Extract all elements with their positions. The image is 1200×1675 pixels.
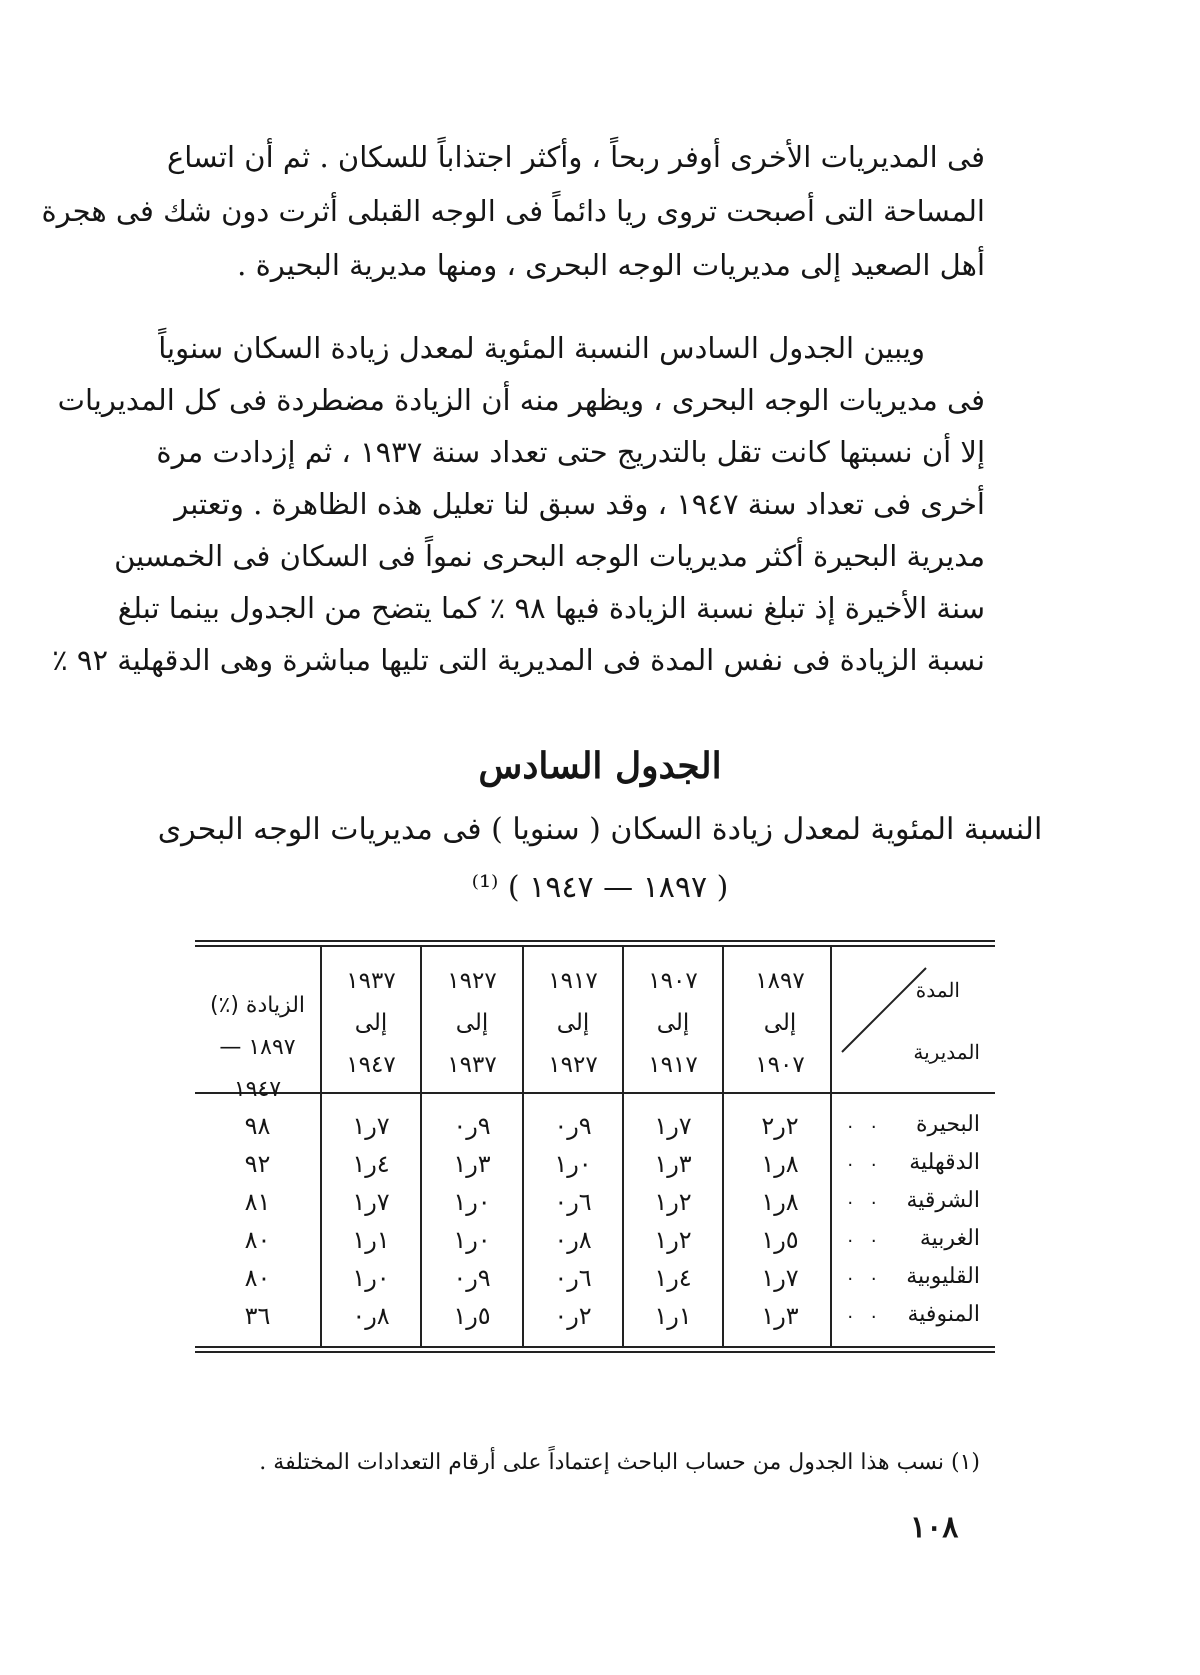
table-cell: ٩ر٠ [453,1112,491,1140]
district-name: الشرقية [906,1188,980,1213]
district-name: القليوبية [906,1264,980,1289]
table-bottom-rule [195,1351,995,1353]
table-cell-total: ٩٨ [244,1112,271,1140]
table-cell: ٥ر١ [453,1302,491,1330]
table-cell: ٤ر١ [352,1150,390,1178]
period-header-1: ١٨٩٧ إلى ١٩٠٧ [755,968,805,1078]
increase-header: الزيادة (٪) ١٨٩٧ — ١٩٤٧ [209,993,306,1102]
district-name: الغربية [919,1226,980,1251]
table-cell: ٧ر١ [654,1112,692,1140]
leader-dots: . . [847,1112,883,1133]
table-cell: ١ر١ [352,1226,390,1254]
period-header-2: ١٩٠٧ إلى ١٩١٧ [648,968,698,1078]
table-cell-total: ٣٦ [244,1302,271,1330]
table-cell: ٩ر٠ [554,1112,592,1140]
table-bottom-rule [195,1346,995,1348]
paragraph-2 [52,322,985,686]
paragraph-line: مديرية البحيرة أكثر مديريات الوجه البحرى نمواً فى السكان فى الخمسين [114,539,985,573]
paragraph-line: سنة الأخيرة إذ تبلغ نسبة الزيادة فيها ٩٨ ٪ كما يتضح من الجدول بينما تبلغ [117,591,985,625]
table-subtitle: النسبة المئوية لمعدل زيادة السكان ( سنويا ) فى مديريات الوجه البحرى [157,812,1043,847]
table-cell: ٣ر١ [654,1150,692,1178]
table-title: الجدول السادس [478,745,722,787]
paragraph-line: أخرى فى تعداد سنة ١٩٤٧ ، وقد سبق لنا تعليل هذه الظاهرة . وتعتبر [174,487,985,521]
table-cell: ٢ر١ [654,1188,692,1216]
table-cell: ٠ر١ [352,1264,390,1292]
leader-dots: . . [847,1150,883,1171]
table-cell: ٩ر٠ [453,1264,491,1292]
paragraph-line: المساحة التى أصبحت تروى ريا دائماً فى الوجه القبلى أثرت دون شك فى هجرة [41,194,985,228]
paragraph-1 [41,130,985,292]
table-cell: ٢ر١ [654,1226,692,1254]
district-name: الدقهلية [909,1150,980,1175]
paragraph-line: فى المديريات الأخرى أوفر ربحاً ، وأكثر اجتذاباً للسكان . ثم أن اتساع [166,140,985,174]
period-header-5: ١٩٣٧ إلى ١٩٤٧ [346,968,396,1078]
paragraph-line: أهل الصعيد إلى مديريات الوجه البحرى ، ومنها مديرية البحيرة . [237,248,985,282]
table-cell: ٠ر١ [453,1226,491,1254]
table-cell: ٠ر١ [453,1188,491,1216]
table-cell-total: ٩٢ [244,1150,271,1178]
paragraph-line: فى مديريات الوجه البحرى ، ويظهر منه أن الزيادة مضطردة فى كل المديريات [57,383,985,417]
table-cell-total: ٨٠ [244,1226,271,1254]
table-cell-total: ٨٠ [244,1264,271,1292]
table-cell: ٦ر٠ [554,1188,592,1216]
table-cell: ٨ر٠ [352,1302,390,1330]
table-cell: ٢ر٢ [761,1112,799,1140]
table-cell: ٦ر٠ [554,1264,592,1292]
table-cell: ٨ر٠ [554,1226,592,1254]
column-rule [722,947,724,1346]
table-cell: ٤ر١ [654,1264,692,1292]
table-period: ( ١٨٩٧ — ١٩٤٧ ) ⁽¹⁾ [471,870,729,905]
district-name: البحيرة [916,1112,980,1137]
table-cell: ٨ر١ [761,1150,799,1178]
district-name: المنوفية [907,1302,980,1327]
table-cell: ٣ر١ [761,1302,799,1330]
period-header-4: ١٩٢٧ إلى ١٩٣٧ [447,968,497,1078]
paragraph-line: ويبين الجدول السادس النسبة المئوية لمعدل زيادة السكان سنوياً [158,331,925,365]
footnote: (١) نسب هذا الجدول من حساب الباحث إعتماداً على أرقام التعدادات المختلفة . [259,1450,980,1475]
corner-period-label: المدة [915,978,960,1002]
column-rule [830,947,832,1346]
page-number: ١٠٨ [910,1510,959,1545]
table-cell: ٧ر١ [761,1264,799,1292]
table-cell: ٨ر١ [761,1188,799,1216]
leader-dots: . . [847,1226,883,1247]
table-cell-total: ٨١ [244,1188,271,1216]
leader-dots: . . [847,1264,883,1285]
leader-dots: . . [847,1302,883,1323]
table-cell: ٢ر٠ [554,1302,592,1330]
paragraph-line: نسبة الزيادة فى نفس المدة فى المديرية التى تليها مباشرة وهى الدقهلية ٩٢ ٪ [52,643,985,677]
leader-dots: . . [847,1188,883,1209]
paragraph-line: إلا أن نسبتها كانت تقل بالتدريج حتى تعداد سنة ١٩٣٧ ، ثم إزدادت مرة [156,435,985,469]
table-cell: ١ر١ [654,1302,692,1330]
table-cell: ٥ر١ [761,1226,799,1254]
table-top-rule [195,945,995,947]
table-cell: ٠ر١ [554,1150,592,1178]
table-top-rule [195,940,995,942]
period-header-3: ١٩١٧ إلى ١٩٢٧ [548,968,598,1078]
table-cell: ٧ر١ [352,1112,390,1140]
table-cell: ٧ر١ [352,1188,390,1216]
table-cell: ٣ر١ [453,1150,491,1178]
corner-district-label: المديرية [913,1040,980,1064]
